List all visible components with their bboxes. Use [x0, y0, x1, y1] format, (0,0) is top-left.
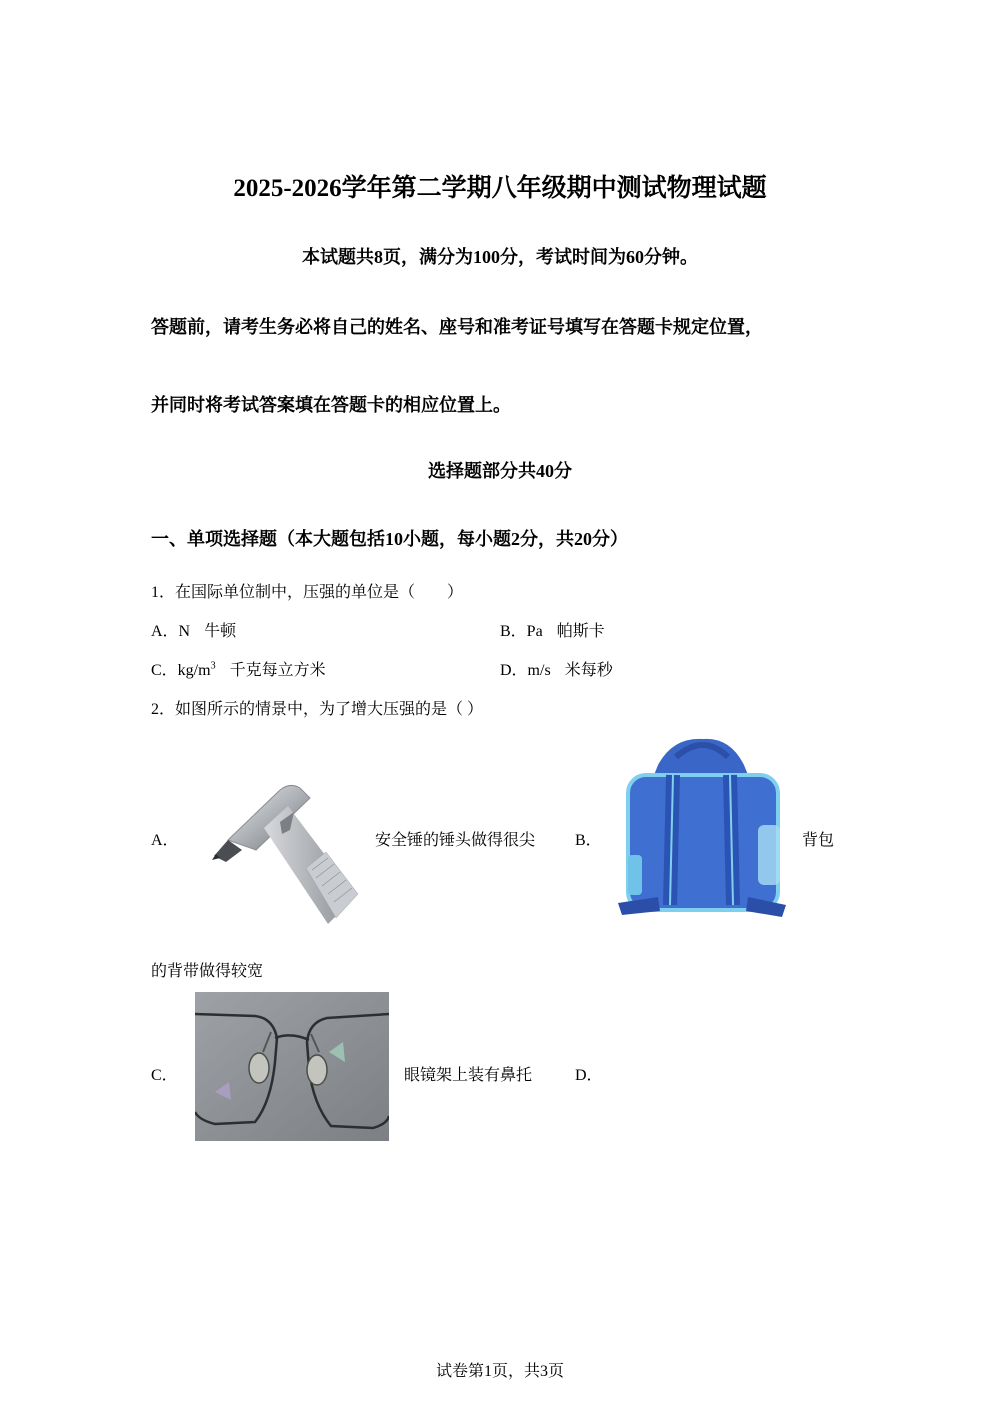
instruction-line-1: 答题前，请考生务必将自己的姓名、座号和准考证号填写在答题卡规定位置， [151, 317, 763, 337]
q2-option-c-text: 眼镜架上装有鼻托 [404, 1067, 533, 1084]
q1-option-d-label: D．m/s [500, 662, 551, 679]
q1-option-d-text: 米每秒 [564, 662, 613, 679]
q1-option-c-label: C．kg/m [151, 662, 211, 679]
safety-hammer-image [208, 778, 360, 926]
q1-option-a-text: 牛顿 [204, 623, 237, 640]
q1-option-a [151, 618, 236, 641]
glasses-photo-image [195, 992, 389, 1141]
part-title: 选择题部分共40分 [428, 461, 572, 481]
page-title: 2025-2026学年第二学期八年级期中测试物理试题 [233, 175, 767, 202]
question-1-stem: 1．在国际单位制中，压强的单位是（ ） [151, 584, 464, 601]
instruction-line-2: 并同时将考试答案填在答题卡的相应位置上。 [151, 395, 511, 415]
q2-option-a-label: A． [151, 832, 179, 849]
question-2-stem: 2．如图所示的情景中，为了增大压强的是（ ） [151, 701, 484, 718]
q1-option-c-text: 千克每立方米 [229, 662, 326, 679]
q2-option-c-label: C． [151, 1067, 178, 1084]
q1-option-c [151, 657, 326, 680]
q2-option-b-text-2: 的背带做得较宽 [151, 963, 264, 980]
q1-option-a-label: A．N [151, 623, 191, 640]
exam-note: 本试题共8页，满分为100分，考试时间为60分钟。 [302, 247, 698, 267]
q2-option-a-text: 安全锤的锤头做得很尖 [375, 832, 536, 849]
q2-option-b-label: B． [575, 832, 602, 849]
q1-option-b [500, 618, 605, 641]
q1-option-b-text: 帕斯卡 [556, 623, 605, 640]
page-footer: 试卷第1页，共3页 [435, 1363, 564, 1380]
q2-option-d-label: D． [575, 1067, 603, 1084]
q2-option-b-text-1: 背包 [802, 832, 835, 849]
section-heading: 一、单项选择题（本大题包括10小题，每小题2分，共20分） [151, 529, 628, 549]
q1-option-c-exponent: 3 [210, 660, 216, 672]
q1-option-b-label: B．Pa [500, 623, 543, 640]
q1-option-d [500, 657, 613, 680]
backpack-image [618, 735, 788, 925]
